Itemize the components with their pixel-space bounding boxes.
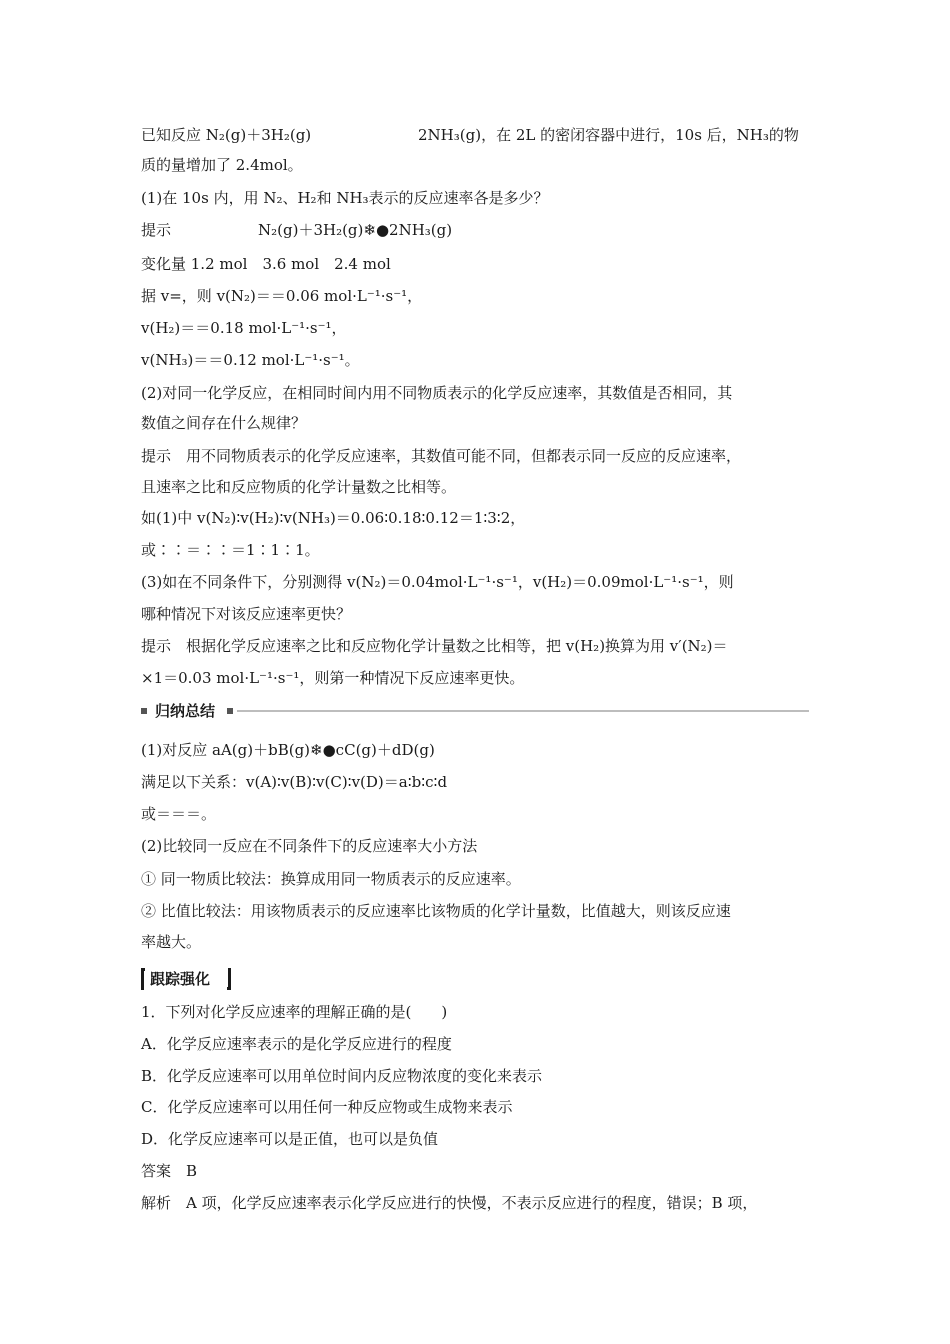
exercise-option-c: C．化学反应速率可以用任何一种反应物或生成物来表示 <box>141 1098 513 1116</box>
q3-question-a: (3)如在不同条件下，分别测得 v(N₂)＝0.04mol·L⁻¹·s⁻¹，v(H₂)＝0.09mol·L⁻¹·s⁻¹，则 <box>141 573 734 591</box>
summary-method-2a: ② 比值比较法：用该物质表示的反应速率比该物质的化学计量数，比值越大，则该反应速 <box>141 902 731 920</box>
section-divider <box>237 710 809 712</box>
q1-question: (1)在 10s 内，用 N₂、H₂和 NH₃表示的反应速率各是多少？ <box>141 189 549 207</box>
q3-question-b: 哪种情况下对该反应速率更快？ <box>141 605 352 623</box>
q1-rate-h2: v(H₂)＝＝0.18 mol·L⁻¹·s⁻¹， <box>141 319 347 337</box>
square-bullet-icon <box>141 708 147 714</box>
exercise-question: 1．下列对化学反应速率的理解正确的是( ) <box>141 1003 448 1021</box>
exercise-analysis: 解析 A 项，化学反应速率表示化学反应进行的快慢，不表示反应进行的程度，错误；B 项， <box>141 1194 758 1212</box>
summary-method-1: ① 同一物质比较法：换算成用同一物质表示的反应速率。 <box>141 870 521 888</box>
bracket-left-icon <box>141 968 145 990</box>
track-title: 跟踪强化 <box>150 970 211 988</box>
intro-line-1a: 已知反应 N₂(g)＋3H₂(g) <box>141 126 312 144</box>
q2-example: 如(1)中 v(N₂)∶v(H₂)∶v(NH₃)＝0.06∶0.18∶0.12＝1∶3∶2， <box>141 509 526 527</box>
summary-item-2: (2)比较同一反应在不同条件下的反应速率大小方法 <box>141 837 478 855</box>
q2-hint-a: 提示 用不同物质表示的化学反应速率，其数值可能不同，但都表示同一反应的反应速率， <box>141 447 742 465</box>
exercise-option-d: D．化学反应速率可以是正值，也可以是负值 <box>141 1130 439 1148</box>
bracket-right-icon <box>227 968 231 990</box>
q1-rate-n2: 据 v=，则 v(N₂)＝＝0.06 mol·L⁻¹·s⁻¹， <box>141 287 423 305</box>
q1-hint-label: 提示 <box>141 221 172 239</box>
q3-hint-b: ×1＝0.03 mol·L⁻¹·s⁻¹，则第一种情况下反应速率更快。 <box>141 669 525 687</box>
q2-hint-b: 且速率之比和反应物质的化学计量数之比相等。 <box>141 478 457 496</box>
summary-method-2b: 率越大。 <box>141 933 202 951</box>
summary-item-1: (1)对反应 aA(g)＋bB(g)❄●cC(g)＋dD(g) <box>141 741 435 759</box>
summary-relation: 满足以下关系：v(A)∶v(B)∶v(C)∶v(D)＝a∶b∶c∶d <box>141 773 448 791</box>
square-bullet-icon <box>227 708 233 714</box>
q2-or: 或∶∶＝∶∶＝1∶1∶1。 <box>141 541 320 559</box>
q1-change: 变化量 1.2 mol 3.6 mol 2.4 mol <box>141 255 391 273</box>
summary-header <box>141 700 809 722</box>
q1-rate-nh3: v(NH₃)＝＝0.12 mol·L⁻¹·s⁻¹。 <box>141 351 360 369</box>
intro-line-2: 质的量增加了 2.4mol。 <box>141 156 303 174</box>
exercise-option-b: B．化学反应速率可以用单位时间内反应物浓度的变化来表示 <box>141 1067 543 1085</box>
summary-or: 或＝＝＝。 <box>141 805 217 823</box>
exercise-answer: 答案 B <box>141 1162 198 1180</box>
q2-question-b: 数值之间存在什么规律？ <box>141 414 307 432</box>
intro-line-1b: 2NH₃(g)，在 2L 的密闭容器中进行，10s 后，NH₃的物 <box>418 126 799 144</box>
q2-question-a: (2)对同一化学反应，在相同时间内用不同物质表示的化学反应速率，其数值是否相同，其 <box>141 384 733 402</box>
summary-title: 归纳总结 <box>155 702 216 720</box>
exercise-option-a: A．化学反应速率表示的是化学反应进行的程度 <box>141 1035 452 1053</box>
q3-hint-a: 提示 根据化学反应速率之比和反应物化学计量数之比相等，把 v(H₂)换算为用 v′(N₂)＝ <box>141 637 728 655</box>
q1-hint-equation: N₂(g)＋3H₂(g)❄●2NH₃(g) <box>258 221 453 239</box>
